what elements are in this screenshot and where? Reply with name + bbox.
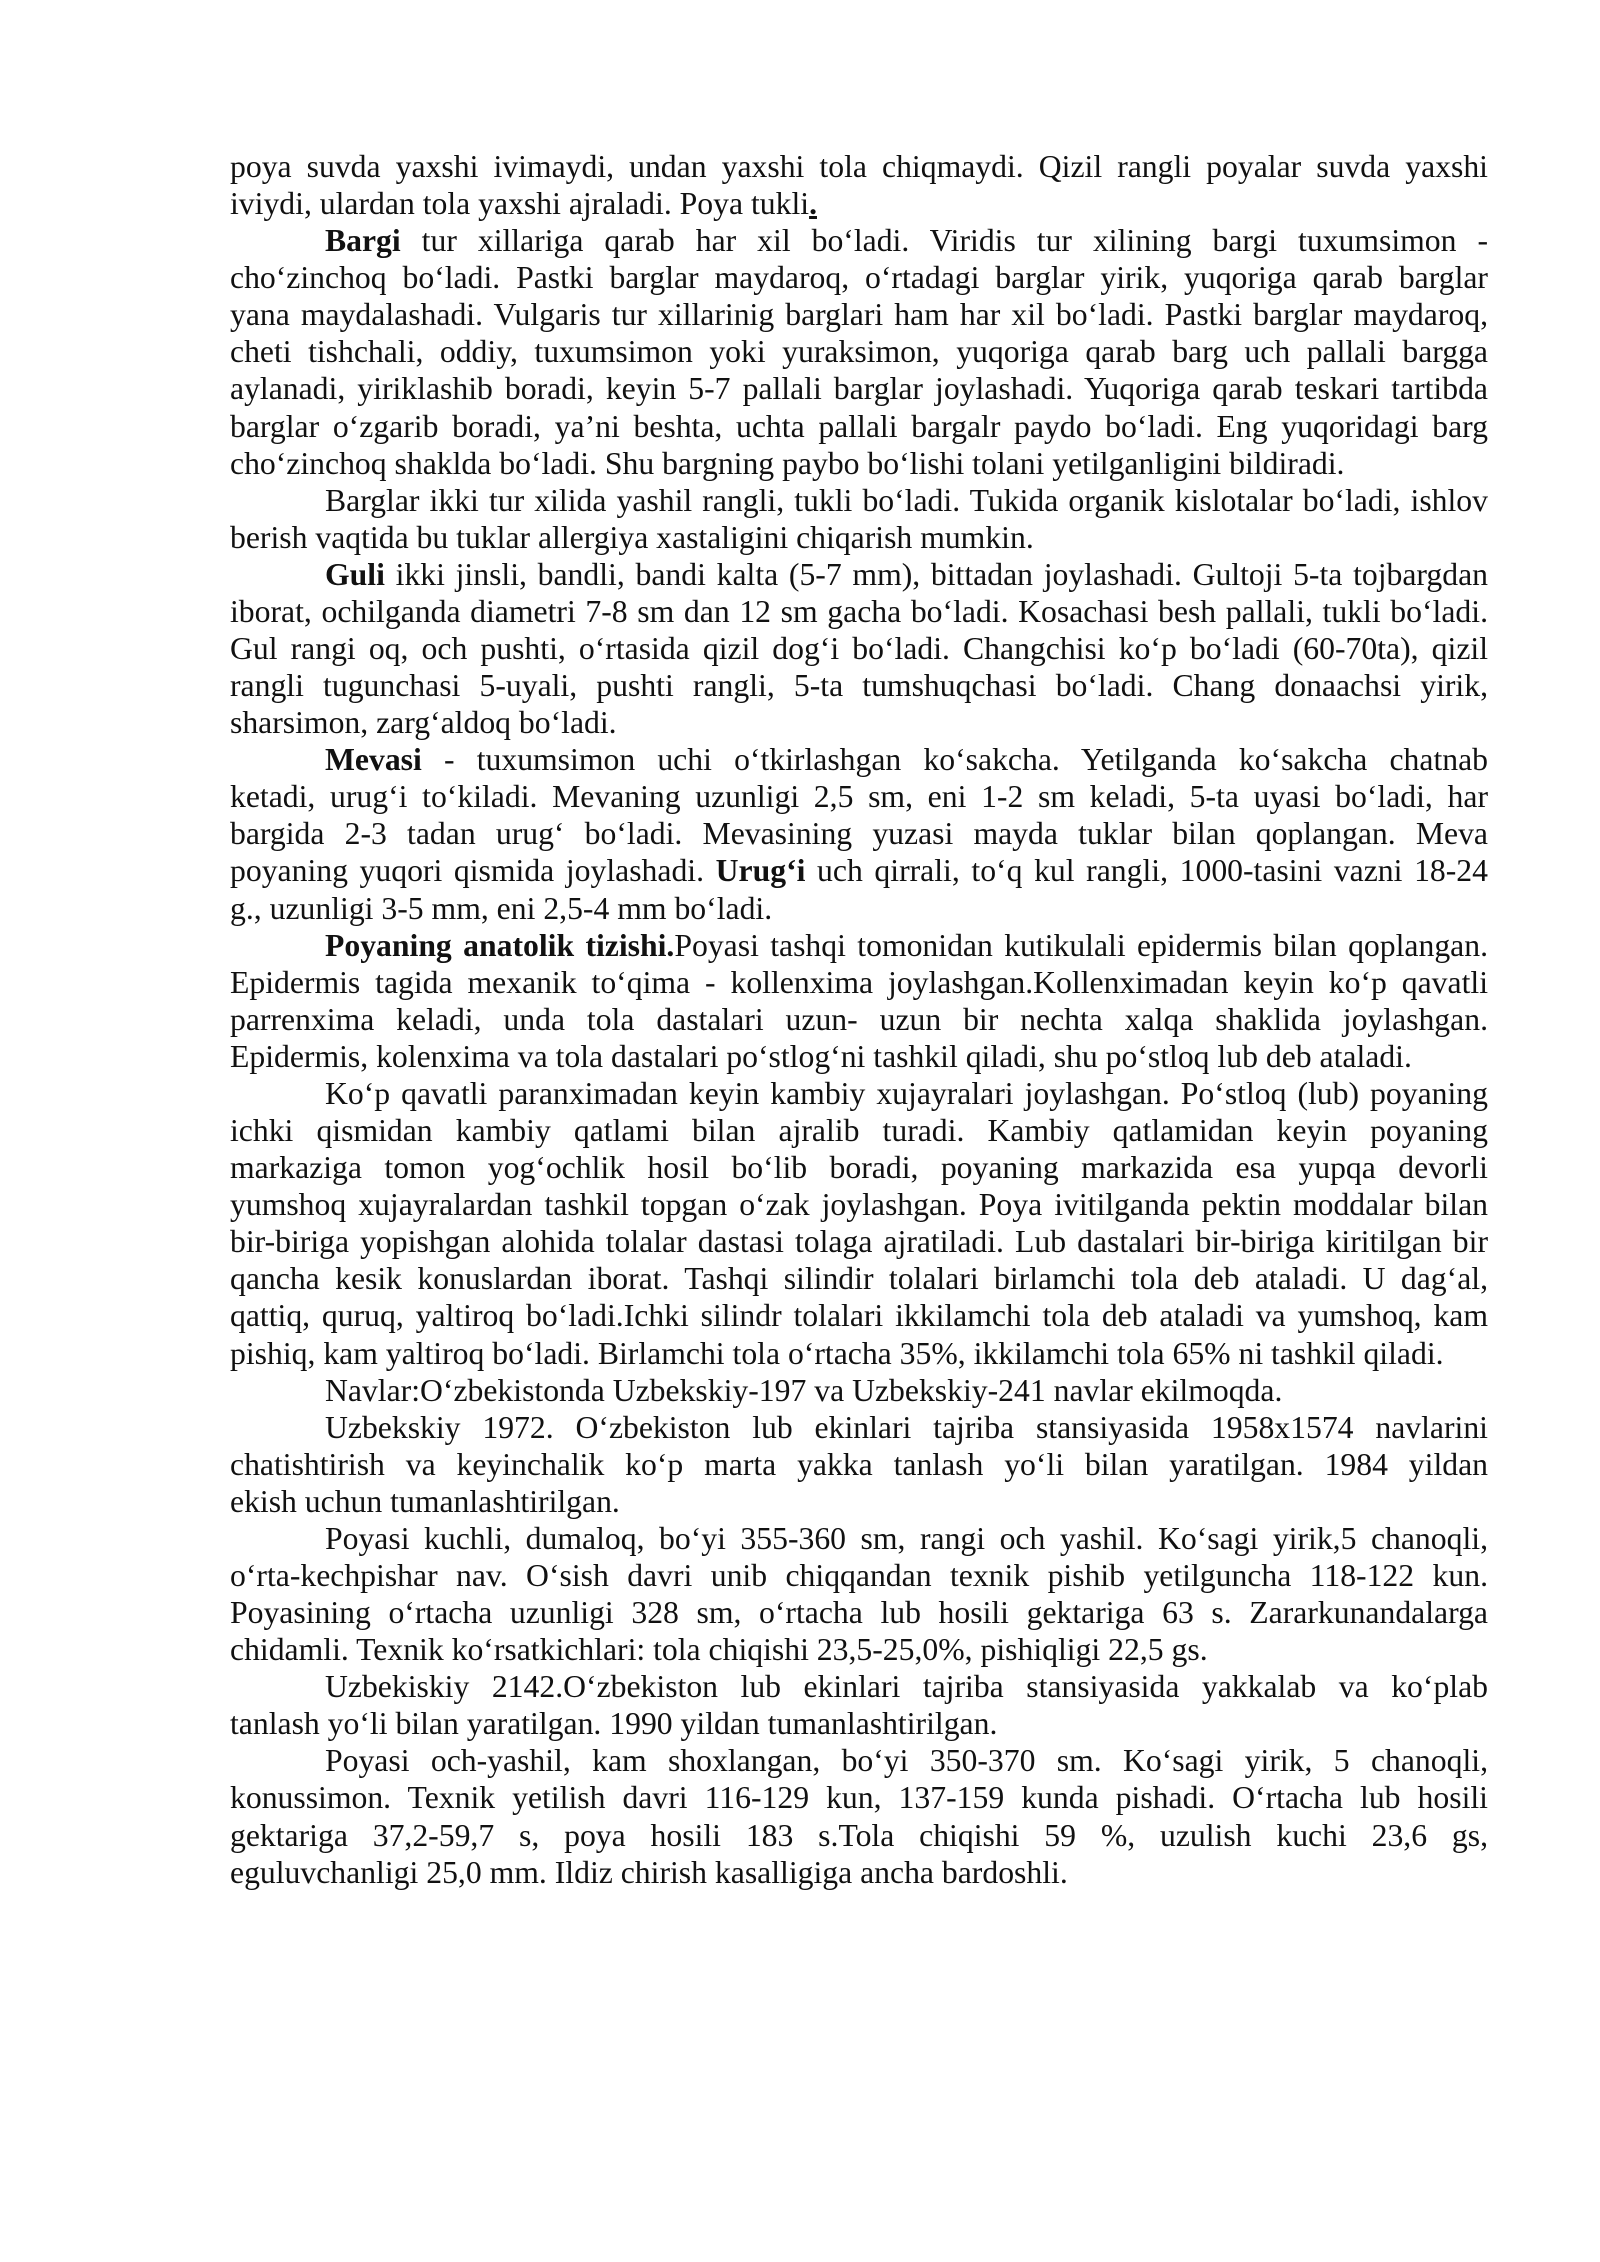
text-line [230,1779,1488,1816]
text-run: yana maydalashadi. Vulgaris tur xillarinig barglari ham har xil bo‘ladi. Pastki barglar maydaroq, [230,297,1488,333]
paragraph [230,741,1488,926]
text-line [230,1112,1488,1149]
text-run: bargida 2-3 tadan urug‘ bo‘ladi. Mevasining yuzasi mayda tuklar bilan qoplangan. Meva [230,816,1488,852]
bold-term: Bargi [325,223,401,259]
bold-term: Guli [325,556,385,592]
text-line [230,704,1488,741]
text-line [230,1557,1488,1594]
text-run: konussimon. Texnik yetilish davri 116-129 kun, 137-159 kunda pishadi. O‘rtacha lub hosili [230,1780,1488,1816]
text-run: qattiq, quruq, yaltiroq bo‘ladi.Ichki silindr tolalari ikkilamchi tola deb ataladi va yumshoq, kam [230,1298,1488,1334]
text-run: Poyasi tashqi tomonidan kutikulali epidermis bilan qoplangan. [674,927,1488,963]
text-line [230,1223,1488,1260]
text-run: gektariga 37,2-59,7 s, poya hosili 183 s.Tola chiqishi 59 %, uzulish kuchi 23,6 gs, [230,1817,1488,1853]
text-run: poya suvda yaxshi ivimaydi, undan yaxshi tola chiqmaydi. Qizil rangli poyalar suvda yaxshi [230,149,1488,184]
text-run: poyaning yuqori qismida joylashadi. [230,853,716,889]
text-line [230,1742,1488,1779]
text-run: Gul rangi oq, och pushti, o‘rtasida qizil dog‘i bo‘ladi. Changchisi ko‘p bo‘ladi (60-70ta), qizil [230,631,1488,667]
text-line [230,333,1488,370]
text-line [230,445,1488,482]
document-body [230,148,1488,1891]
paragraph [230,1742,1488,1890]
text-line [230,222,1488,259]
text-line [230,1446,1488,1483]
text-line [230,259,1488,296]
text-line [230,408,1488,445]
text-run: o‘rta-kechpishar nav. O‘sish davri unib chiqqandan texnik pishib yetilguncha 118-122 kun. [230,1557,1488,1593]
text-run: ikki jinsli, bandli, bandi kalta (5-7 mm), bittadan joylashadi. Gultoji 5-ta tojbargdan [384,556,1488,592]
text-line [230,741,1488,778]
text-run: chatishtirish va keyinchalik ko‘p marta yakka tanlash yo‘li bilan yaratilgan. 1984 yildan [230,1446,1488,1482]
text-run: Navlar:O‘zbekistonda Uzbekskiy-197 va Uzbekskiy-241 navlar ekilmoqda. [325,1372,1283,1408]
text-line [230,1817,1488,1854]
text-line [230,593,1488,630]
text-line [230,1483,1488,1520]
text-run: chidamli. Texnik ko‘rsatkichlari: tola chiqishi 23,5-25,0%, pishiqligi 22,5 gs. [230,1632,1208,1668]
paragraph [230,482,1488,556]
text-run: ichki qismidan kambiy qatlami bilan ajralib turadi. Kambiy qatlamidan keyin poyaning [230,1113,1488,1149]
paragraph [230,148,1488,222]
text-line [230,1409,1488,1446]
bold-term: Urug‘i [715,853,806,889]
text-line [230,1260,1488,1297]
text-line [230,1075,1488,1112]
text-line [230,519,1488,556]
text-line [230,1001,1488,1038]
text-line [230,667,1488,704]
text-line [230,890,1488,927]
bold-term: Poyaning anatolik tizishi. [325,927,675,963]
text-run: barglar o‘zgarib boradi, ya’ni beshta, uchta pallali bargalr paydo bo‘ladi. Eng yuqoridagi barg [230,408,1488,444]
text-run: cho‘zinchoq shaklda bo‘ladi. Shu bargning paybo bo‘lishi tolani yetilganligini bildiradi. [230,445,1345,481]
text-line [230,1372,1488,1409]
text-run: iborat, ochilganda diametri 7-8 sm dan 12 sm gacha bo‘ladi. Kosachasi besh pallali, tukli bo‘ladi. [230,593,1488,629]
text-line [230,1038,1488,1075]
text-line [230,370,1488,407]
paragraph [230,927,1488,1075]
text-line [230,778,1488,815]
text-run: Poyasi och-yashil, kam shoxlangan, bo‘yi 350-370 sm. Ko‘sagi yirik, 5 chanoqli, [325,1743,1488,1779]
text-run: eguluvchanligi 25,0 mm. Ildiz chirish kasalligiga ancha bardoshli. [230,1854,1068,1890]
text-line [230,556,1488,593]
text-line [230,1668,1488,1705]
paragraph [230,222,1488,482]
paragraph [230,1409,1488,1520]
text-run: pishiq, kam yaltiroq bo‘ladi. Birlamchi tola o‘rtacha 35%, ikkilamchi tola 65% ni tashkil qiladi. [230,1335,1444,1371]
paragraph [230,1075,1488,1372]
text-line [230,1335,1488,1372]
text-line [230,1149,1488,1186]
text-line [230,1705,1488,1742]
text-run: yumshoq xujayralardan tashkil topgan o‘zak joylashgan. Poya ivitilganda pektin moddalar bilan [230,1187,1488,1223]
text-run: g., uzunligi 3-5 mm, eni 2,5-4 mm bo‘ladi. [230,890,773,926]
bold-term: . [809,186,817,222]
text-run: cheti tishchali, oddiy, tuxumsimon yoki yuraksimon, yuqoriga qarab barg uch pallali bargga [230,334,1488,370]
text-run: Barglar ikki tur xilida yashil rangli, tukli bo‘ladi. Tukida organik kislotalar bo‘ladi, ishlov [325,482,1488,518]
text-line [230,852,1488,889]
text-run: Epidermis, kolenxima va tola dastalari po‘stlog‘ni tashkil qiladi, shu po‘stloq lub deb ataladi. [230,1038,1412,1074]
paragraph [230,1520,1488,1668]
paragraph [230,1372,1488,1409]
text-run: Ko‘p qavatli paranximadan keyin kambiy xujayralari joylashgan. Po‘stloq (lub) poyaning [325,1075,1488,1111]
text-run: - tuxumsimon uchi o‘tkirlashgan ko‘sakcha. Yetilganda ko‘sakcha chatnab [421,742,1488,778]
text-line [230,185,1488,222]
text-run: iviydi, ulardan tola yaxshi ajraladi. Poya tukli [230,186,810,222]
text-line [230,815,1488,852]
text-line [230,964,1488,1001]
text-run: cho‘zinchoq bo‘ladi. Pastki barglar maydaroq, o‘rtadagi barglar yirik, yuqoriga qarab barglar [230,260,1488,296]
text-run: Epidermis tagida mexanik to‘qima - kollenxima joylashgan.Kollenximadan keyin ko‘p qavatli [230,964,1488,1000]
text-run: Poyasining o‘rtacha uzunligi 328 sm, o‘rtacha lub hosili gektariga 63 s. Zararkunandalarga [230,1595,1488,1631]
text-line [230,1186,1488,1223]
text-run: bir-biriga yopishgan alohida tolalar dastasi tolaga ajratiladi. Lub dastalari bir-biriga kiritilgan bir [230,1224,1488,1260]
text-run: ketadi, urug‘i to‘kiladi. Mevaning uzunligi 2,5 sm, eni 1-2 sm keladi, 5-ta uyasi bo‘ladi, har [230,779,1488,815]
text-run: parrenxima keladi, unda tola dastalari uzun- uzun bir nechta xalqa shaklida joylashgan. [230,1001,1488,1037]
text-line [230,296,1488,333]
text-line [230,482,1488,519]
text-run: tanlash yo‘li bilan yaratilgan. 1990 yildan tumanlashtirilgan. [230,1706,998,1742]
text-line [230,630,1488,667]
text-run: uch qirrali, to‘q kul rangli, 1000-tasini vazni 18-24 [805,853,1488,889]
paragraph [230,1668,1488,1742]
text-run: Poyasi kuchli, dumaloq, bo‘yi 355-360 sm, rangi och yashil. Ko‘sagi yirik,5 chanoqli, [325,1520,1488,1556]
text-line [230,1631,1488,1668]
text-line [230,1594,1488,1631]
text-run: sharsimon, zarg‘aldoq bo‘ladi. [230,705,617,741]
paragraph [230,556,1488,741]
text-run: markaziga tomon yog‘ochlik hosil bo‘lib boradi, poyaning markazida esa yupqa devorli [230,1150,1488,1186]
text-run: ekish uchun tumanlashtirilgan. [230,1483,620,1519]
text-line [230,927,1488,964]
text-line [230,1520,1488,1557]
bold-term: Mevasi [325,742,422,778]
text-run: berish vaqtida bu tuklar allergiya xastaligini chiqarish mumkin. [230,519,1034,555]
text-run: rangli tugunchasi 5-uyali, pushti rangli, 5-ta tumshuqchasi bo‘ladi. Chang donaachsi yirik, [230,668,1488,704]
text-line [230,148,1488,185]
text-run: tur xillariga qarab har xil bo‘ladi. Viridis tur xilining bargi tuxumsimon - [400,223,1488,259]
text-run: aylanadi, yiriklashib boradi, keyin 5-7 pallali barglar joylashadi. Yuqoriga qarab teskari tartibda [230,371,1488,407]
text-line [230,1854,1488,1891]
text-run: Uzbekskiy 1972. O‘zbekiston lub ekinlari tajriba stansiyasida 1958x1574 navlarini [325,1409,1488,1445]
text-line [230,1297,1488,1334]
text-run: Uzbekiskiy 2142.O‘zbekiston lub ekinlari tajriba stansiyasida yakkalab va ko‘plab [325,1669,1488,1705]
text-run: qancha kesik konuslardan iborat. Tashqi silindir tolalari birlamchi tola deb ataladi. U dag‘al, [230,1261,1488,1297]
